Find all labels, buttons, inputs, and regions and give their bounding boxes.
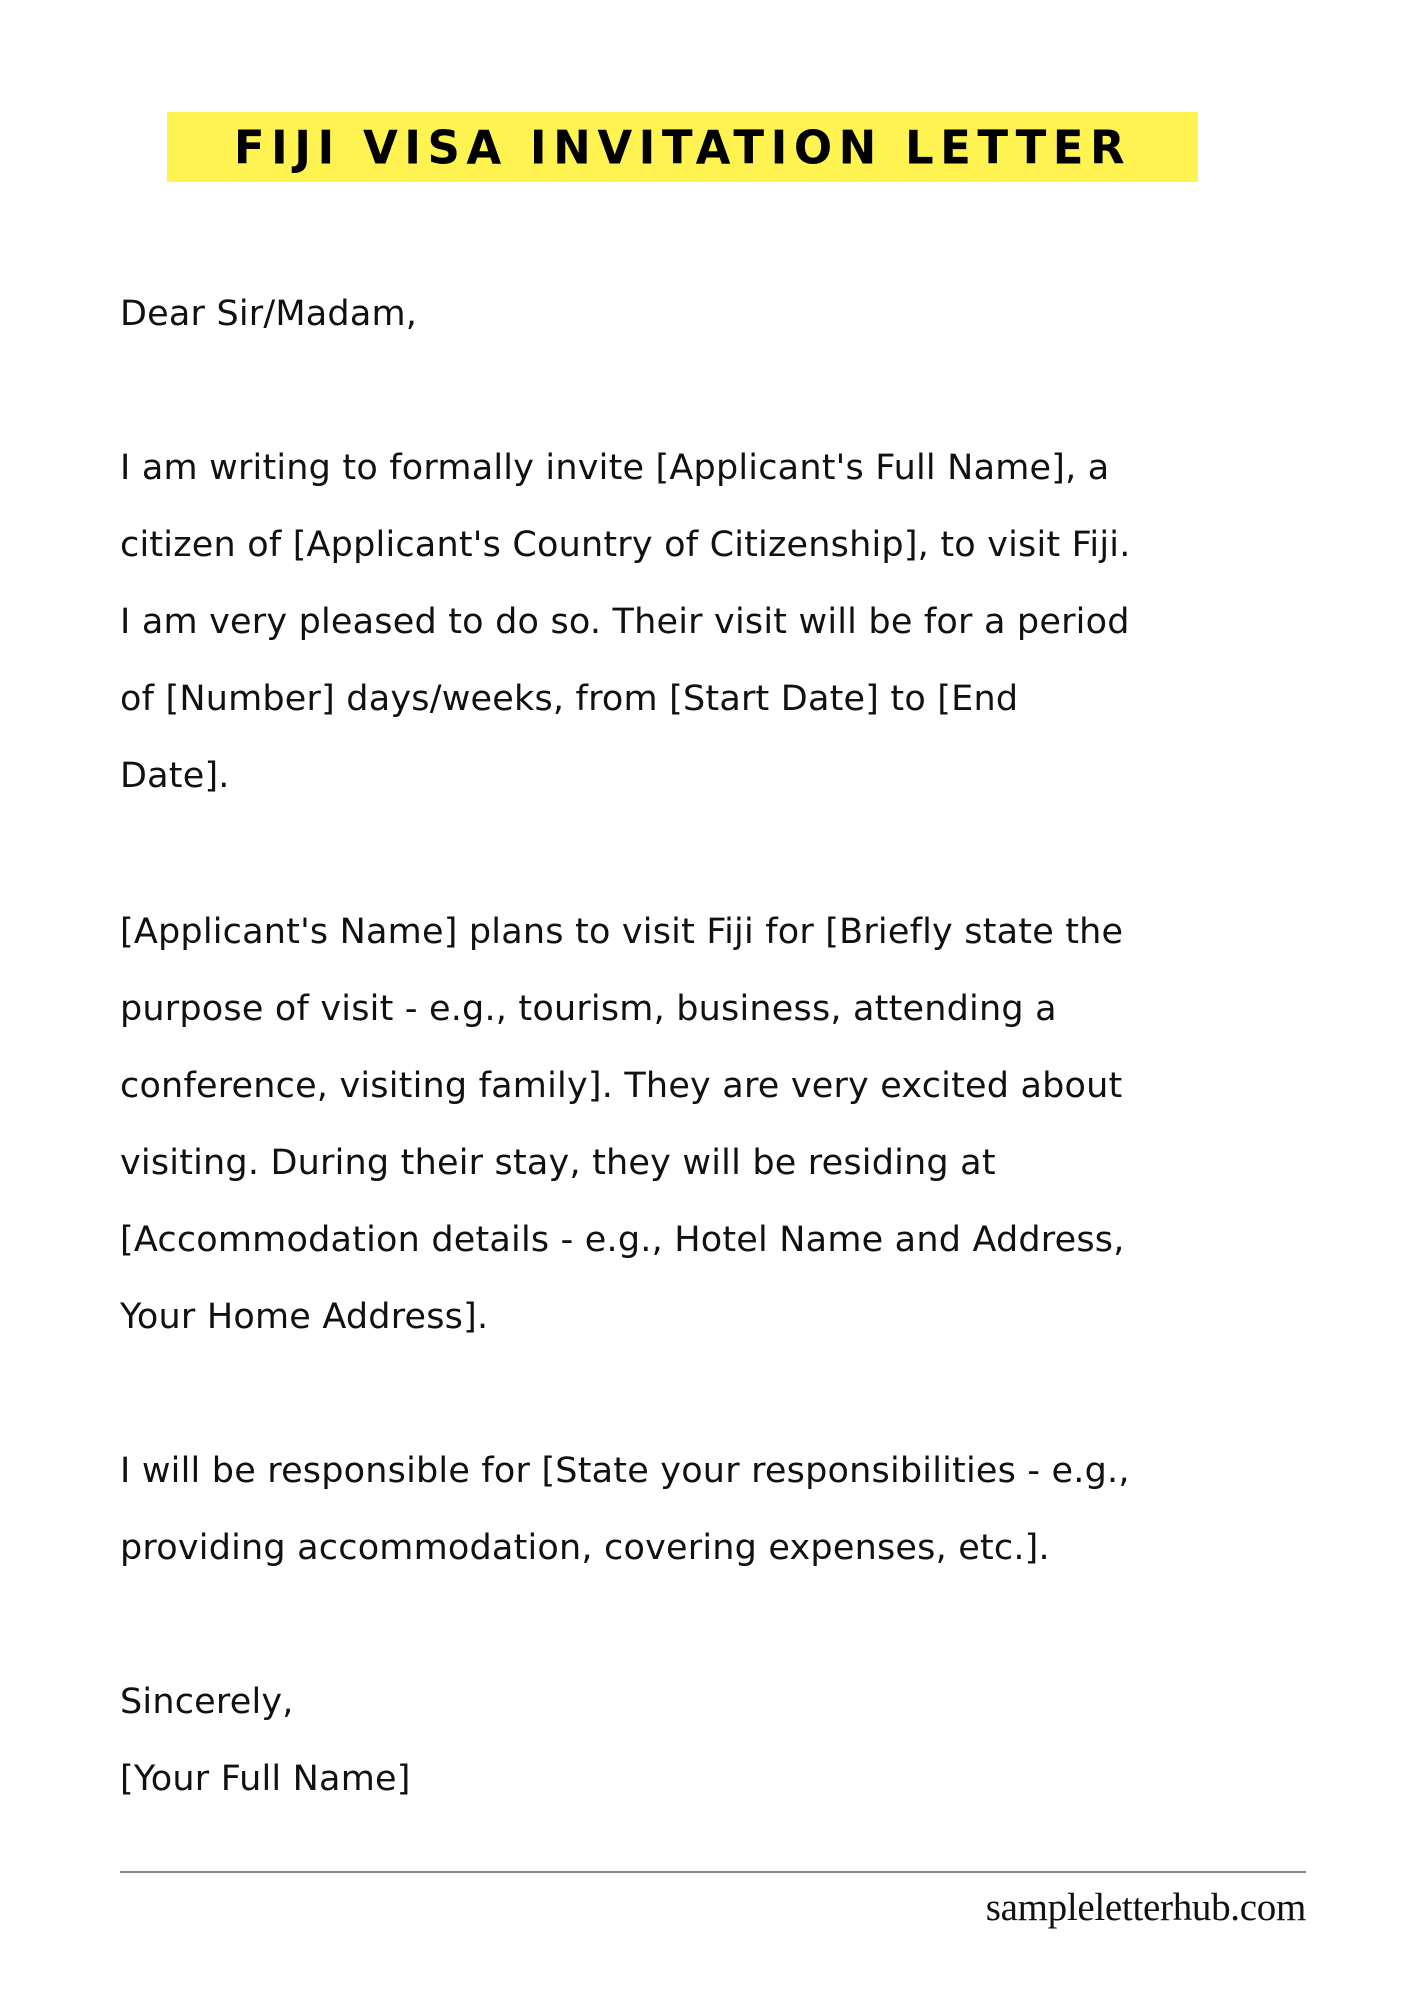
paragraph-invitation	[120, 430, 1360, 815]
paragraph-line: visiting. During their stay, they will be residing at	[120, 1143, 996, 1183]
paragraph-line: I will be responsible for [State your responsibilities - e.g.,	[120, 1451, 1130, 1491]
paragraph-line: purpose of visit - e.g., tourism, business, attending a	[120, 989, 1057, 1029]
paragraph-line: citizen of [Applicant's Country of Citizenship], to visit Fiji.	[120, 525, 1131, 565]
paragraph-line: [Accommodation details - e.g., Hotel Name and Address,	[120, 1220, 1125, 1260]
paragraph-line: [Applicant's Name] plans to visit Fiji for [Briefly state the	[120, 912, 1124, 952]
paragraph-responsibilities	[120, 1433, 1360, 1587]
paragraph-line: I am very pleased to do so. Their visit will be for a period	[120, 602, 1130, 642]
title-highlight	[167, 112, 1198, 182]
page-title: FIJI VISA INVITATION LETTER	[233, 119, 1132, 175]
paragraph-line: providing accommodation, covering expenses, etc.].	[120, 1528, 1050, 1568]
paragraph-line: Your Home Address].	[120, 1297, 489, 1337]
footer-site-name: sampleletterhub.com	[985, 1886, 1306, 1929]
greeting-text: Dear Sir/Madam,	[120, 294, 418, 334]
paragraph-line: I am writing to formally invite [Applicant's Full Name], a	[120, 448, 1110, 488]
signature-name: [Your Full Name]	[120, 1759, 411, 1799]
paragraph-line: of [Number] days/weeks, from [Start Date] to [End	[120, 679, 1019, 719]
paragraph-line: Date].	[120, 756, 230, 796]
paragraph-line: conference, visiting family]. They are very excited about	[120, 1066, 1123, 1106]
paragraph-purpose	[120, 894, 1360, 1356]
closing-block	[120, 1664, 1360, 1818]
footer-divider	[120, 1871, 1306, 1873]
closing-text: Sincerely,	[120, 1682, 294, 1722]
greeting	[120, 276, 1360, 353]
